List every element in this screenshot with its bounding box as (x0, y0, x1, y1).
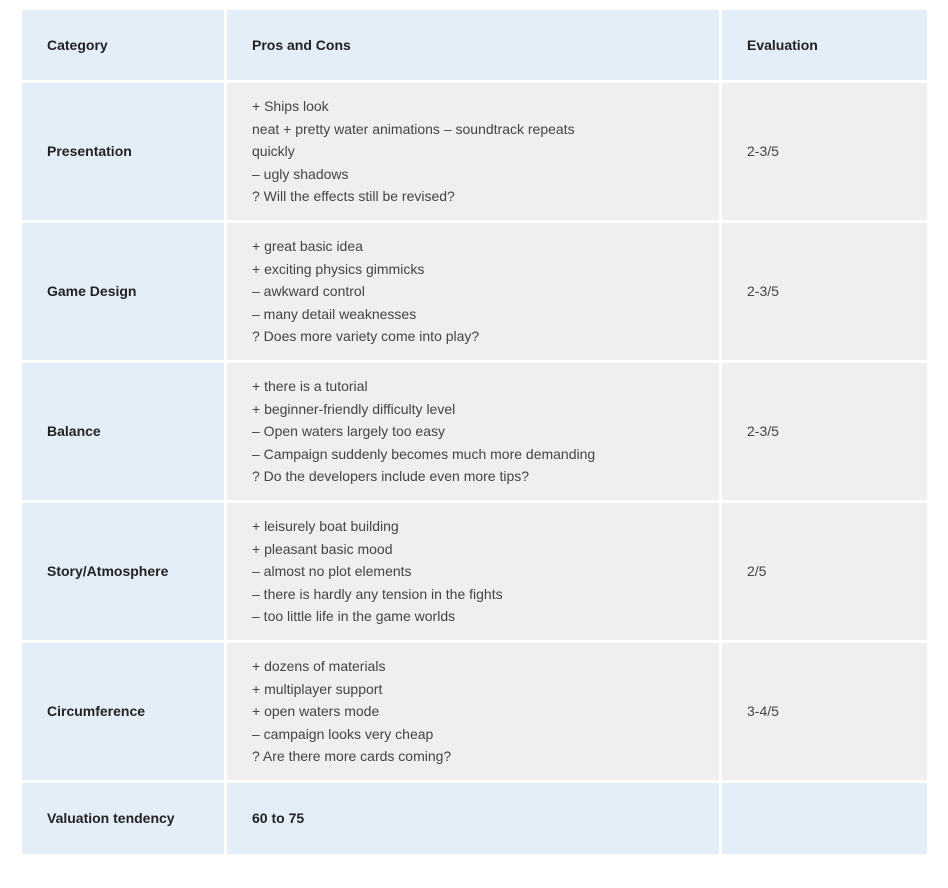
pros-cons-line: – ugly shadows (252, 165, 349, 182)
category-cell: Balance (22, 363, 227, 503)
header-category: Category (22, 10, 227, 83)
valuation-tendency-evaluation (722, 783, 927, 854)
pros-cons-line: ? Will the effects still be revised? (252, 188, 455, 205)
table-header-row (22, 10, 927, 83)
category-cell: Presentation (22, 83, 227, 223)
table-row (22, 363, 927, 503)
valuation-tendency-row (22, 783, 927, 854)
pros-cons-cell (227, 363, 722, 503)
pros-cons-line: + pleasant basic mood (252, 540, 393, 557)
pros-cons-line: + exciting physics gimmicks (252, 260, 425, 277)
pros-cons-line: + multiplayer support (252, 680, 383, 697)
table-row (22, 83, 927, 223)
valuation-tendency-label: Valuation tendency (22, 783, 227, 854)
table-row (22, 503, 927, 643)
pros-cons-line: – many detail weaknesses (252, 305, 417, 322)
pros-cons-line: – Open waters largely too easy (252, 423, 445, 440)
pros-cons-line: + Ships look (252, 98, 329, 115)
evaluation-cell: 2-3/5 (722, 83, 927, 223)
pros-cons-line: + beginner-friendly difficulty level (252, 400, 456, 417)
pros-cons-line: quickly (252, 143, 295, 160)
pros-cons-line: – too little life in the game worlds (252, 608, 456, 625)
pros-cons-line: + there is a tutorial (252, 378, 368, 395)
pros-cons-line: ? Do the developers include even more tips? (252, 468, 530, 485)
pros-cons-line: ? Does more variety come into play? (252, 328, 480, 345)
evaluation-cell: 2-3/5 (722, 363, 927, 503)
pros-cons-line: + dozens of materials (252, 658, 386, 675)
table-row (22, 223, 927, 363)
evaluation-cell: 2/5 (722, 503, 927, 643)
header-pros-and-cons: Pros and Cons (227, 10, 722, 83)
evaluation-cell: 3-4/5 (722, 643, 927, 783)
table-row (22, 643, 927, 783)
review-table (22, 10, 927, 854)
category-cell: Game Design (22, 223, 227, 363)
pros-cons-line: ? Are there more cards coming? (252, 748, 452, 765)
pros-cons-cell (227, 223, 722, 363)
pros-cons-line: – awkward control (252, 283, 365, 300)
pros-cons-line: neat + pretty water animations – soundtrack repeats (252, 120, 575, 137)
pros-cons-cell (227, 503, 722, 643)
header-evaluation: Evaluation (722, 10, 927, 83)
pros-cons-line: + great basic idea (252, 238, 363, 255)
category-cell: Story/Atmosphere (22, 503, 227, 643)
evaluation-cell: 2-3/5 (722, 223, 927, 363)
pros-cons-line: – campaign looks very cheap (252, 725, 434, 742)
pros-cons-cell (227, 83, 722, 223)
valuation-tendency-value: 60 to 75 (227, 783, 722, 854)
pros-cons-line: + leisurely boat building (252, 518, 399, 535)
pros-cons-line: – Campaign suddenly becomes much more demanding (252, 445, 596, 462)
pros-cons-line: + open waters mode (252, 703, 380, 720)
pros-cons-line: – there is hardly any tension in the fights (252, 585, 503, 602)
pros-cons-cell (227, 643, 722, 783)
category-cell: Circumference (22, 643, 227, 783)
pros-cons-line: – almost no plot elements (252, 563, 412, 580)
